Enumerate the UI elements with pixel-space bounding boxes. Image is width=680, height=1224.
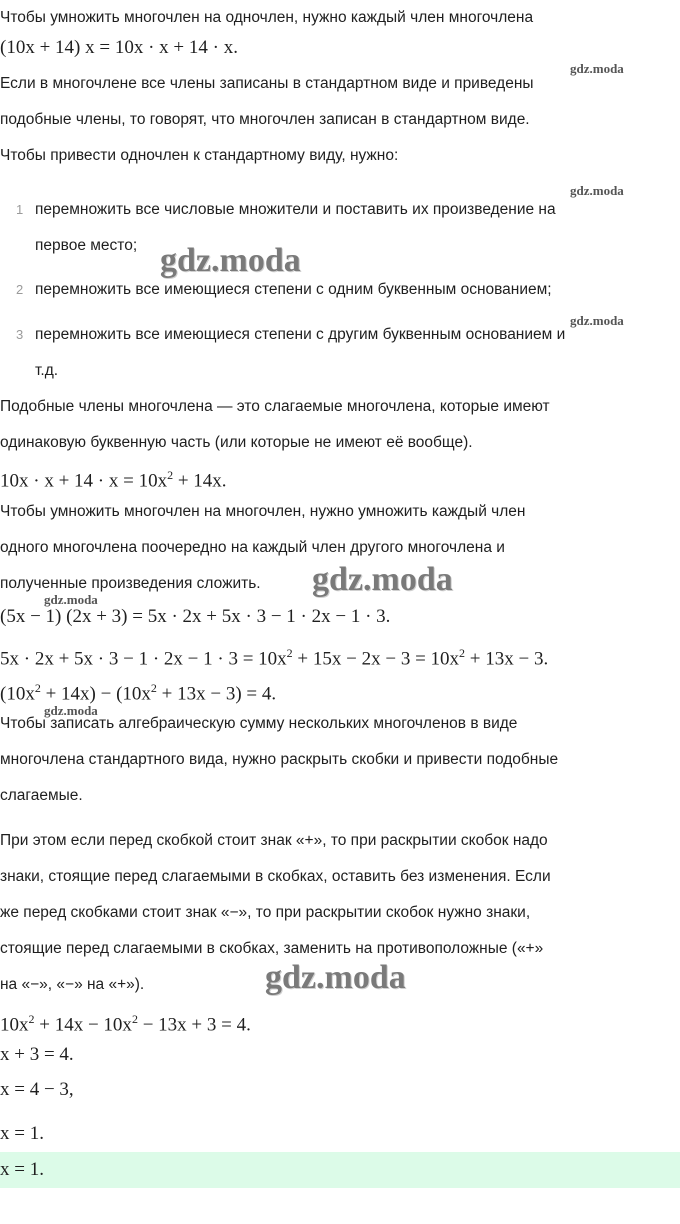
solution-step-4: x = 1.: [0, 1123, 44, 1144]
watermark-large: gdz.moda: [160, 242, 301, 279]
watermark-large: gdz.moda: [265, 959, 406, 996]
answer-highlight: [0, 1152, 680, 1188]
formula-example-1: (10x + 14) x = 10x · x + 14 · x.: [0, 37, 238, 58]
list-number-1: 1: [16, 202, 24, 217]
list-item-1-line1: перемножить все числовые множители и поставить их произведение на: [35, 201, 556, 218]
watermark-small: gdz.moda: [570, 313, 624, 328]
text-brackets-rule-1: При этом если перед скобкой стоит знак «+», то при раскрытии скобок надо: [0, 832, 548, 849]
text-standard-form-1: Если в многочлене все члены записаны в стандартном виде и приведены: [0, 75, 534, 92]
text-algebraic-sum-3: слагаемые.: [0, 787, 83, 804]
watermark-small: gdz.moda: [570, 183, 624, 198]
text-poly-by-poly-1: Чтобы умножить многочлен на многочлен, нужно умножить каждый член: [0, 503, 526, 520]
list-item-3-line1: перемножить все имеющиеся степени с другим буквенным основанием и: [35, 326, 566, 343]
list-item-3-line2: т.д.: [35, 362, 59, 379]
text-poly-by-poly-2: одного многочлена поочередно на каждый член другого многочлена и: [0, 539, 505, 556]
watermark-small: gdz.moda: [44, 592, 98, 607]
text-standard-form-2: подобные члены, то говорят, что многочлен записан в стандартном виде.: [0, 111, 530, 128]
formula-eq-3: $(10x^2 + 14x) - (10x^2 + 13x - 3) = 4$.: [0, 681, 277, 705]
text-brackets-rule-2: знаки, стоящие перед слагаемыми в скобках, оставить без изменения. Если: [0, 868, 551, 885]
text-algebraic-sum-2: многочлена стандартного вида, нужно раскрыть скобки и привести подобные: [0, 751, 559, 768]
text-like-terms-2: одинаковую буквенную часть (или которые не имеют её вообще).: [0, 434, 473, 451]
list-item-1-line2: первое место;: [35, 237, 138, 254]
solution-step-1: $10x^2 + 14x - 10x^2 - 13x + 3 = 4$.: [0, 1012, 251, 1036]
text-monomial-intro: Чтобы привести одночлен к стандартному виду, нужно:: [0, 147, 399, 164]
text-like-terms-1: Подобные члены многочлена — это слагаемые многочлена, которые имеют: [0, 398, 550, 415]
text-brackets-rule-5: на «−», «−» на «+»).: [0, 976, 145, 993]
formula-eq-2: $5x \cdot 2x + 5x \cdot 3 - 1 \cdot 2x - 1 \cdot 3 = 10x^2 + 15x - 2x - 3 = 10x^2 + 13x - 3$.: [0, 646, 549, 670]
text-brackets-rule-3: же перед скобками стоит знак «−», то при раскрытии скобок нужно знаки,: [0, 904, 531, 921]
solution-step-3: x = 4 − 3,: [0, 1079, 74, 1100]
watermark-small: gdz.moda: [44, 703, 98, 718]
formula-example-2: $10x \cdot x + 14 \cdot x = 10x^2 + 14x$.: [0, 468, 227, 492]
list-number-3: 3: [16, 327, 24, 342]
text-algebraic-sum-1: Чтобы записать алгебраическую сумму нескольких многочленов в виде: [0, 715, 518, 732]
text-poly-by-poly-3: полученные произведения сложить.: [0, 575, 261, 592]
list-item-2-line1: перемножить все имеющиеся степени с одним буквенным основанием;: [35, 281, 552, 298]
solution-step-2: x + 3 = 4.: [0, 1044, 74, 1065]
text-rule-poly-by-mono: Чтобы умножить многочлен на одночлен, нужно каждый член многочлена: [0, 9, 534, 26]
watermark-small: gdz.moda: [570, 61, 624, 76]
formula-eq-1: (5x − 1) (2x + 3) = 5x · 2x + 5x · 3 − 1 · 2x − 1 · 3.: [0, 606, 391, 627]
watermark-large: gdz.moda: [312, 561, 453, 598]
text-brackets-rule-4: стоящие перед слагаемыми в скобках, заменить на противоположные («+»: [0, 940, 544, 957]
answer-text: x = 1.: [0, 1159, 44, 1180]
list-number-2: 2: [16, 282, 24, 297]
